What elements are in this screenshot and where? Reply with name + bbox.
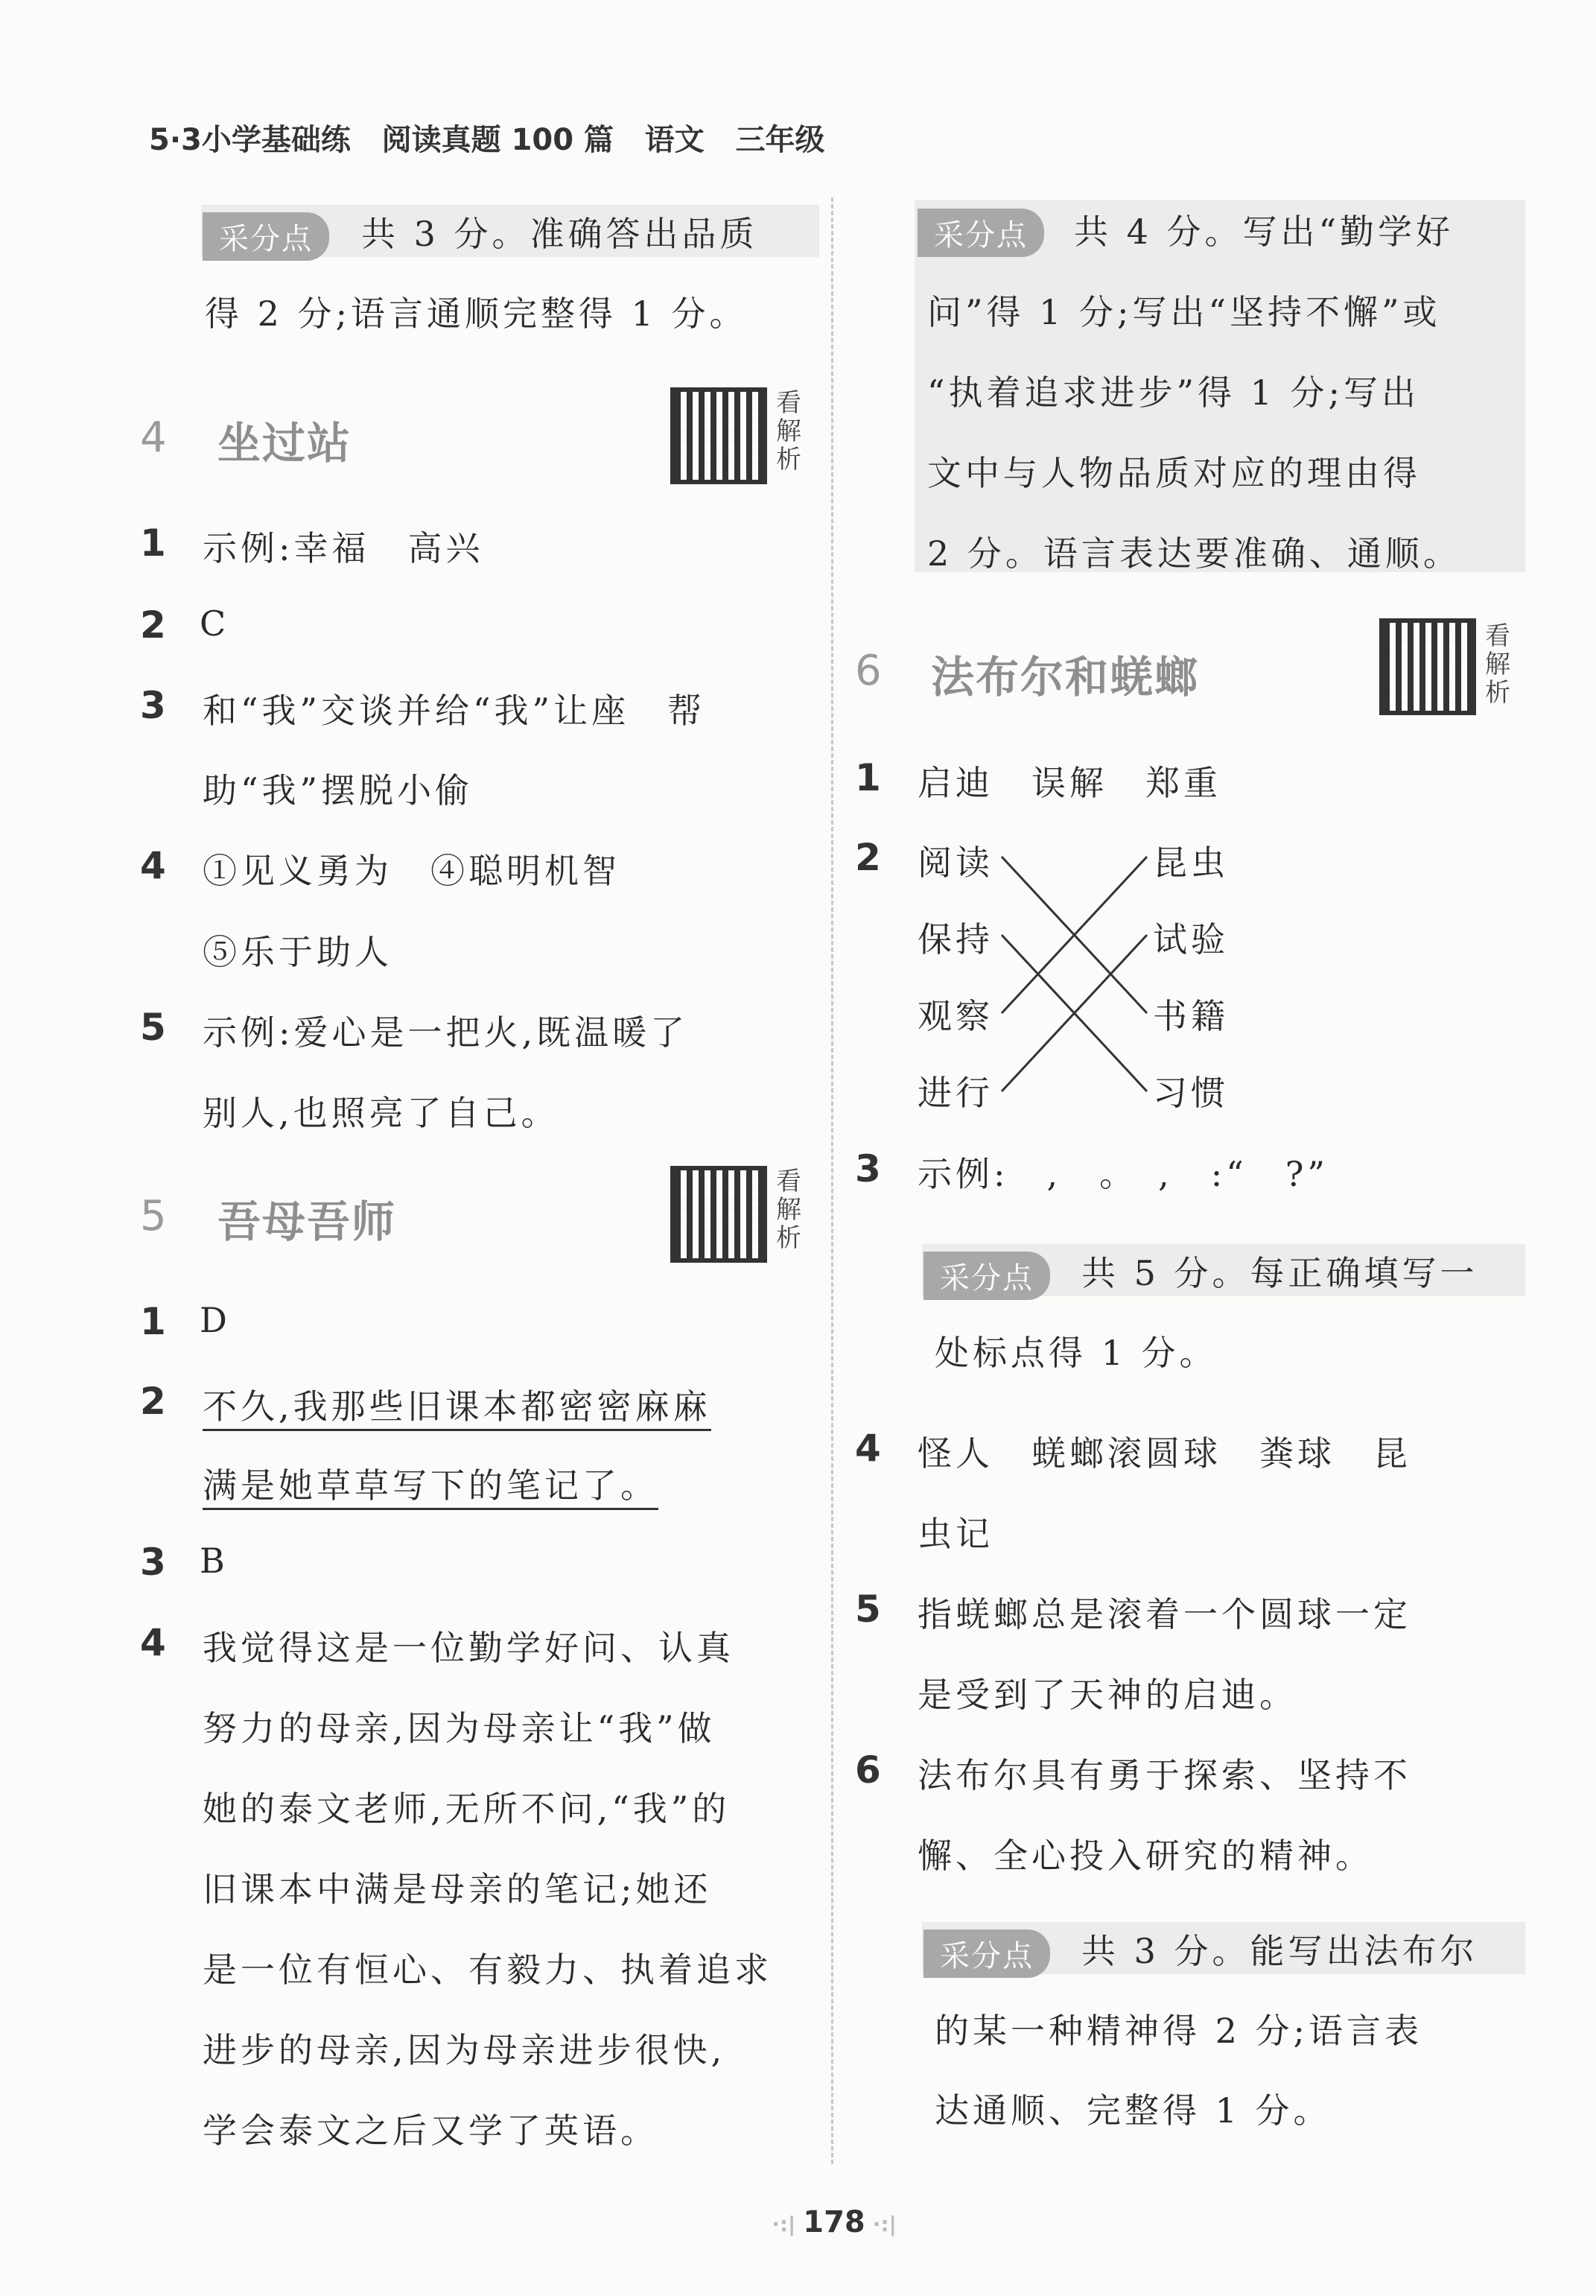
question-number: 1 [140, 521, 166, 565]
answer-text: 示例:爱心是一把火,既温暖了 [203, 1012, 689, 1053]
answer-text: B [200, 1541, 229, 1581]
answer-text: 启迪 误解 郑重 [918, 763, 1221, 803]
answer-text: 是受到了天神的启迪。 [918, 1675, 1297, 1715]
match-left-item: 观察 [918, 996, 993, 1036]
score-point-text: 问”得 1 分;写出“坚持不懈”或 [927, 292, 1441, 332]
section-number: 4 [140, 413, 167, 462]
section-number: 5 [140, 1192, 167, 1240]
question-number: 1 [140, 1300, 166, 1343]
question-number: 4 [140, 1621, 166, 1664]
answer-text: 示例: , 。 , :“ ?” [918, 1154, 1329, 1194]
match-right-item: 试验 [1153, 919, 1229, 960]
score-point-badge: 采分点 [203, 212, 329, 261]
question-number: 3 [855, 1147, 881, 1190]
qr-label: 看解析 [776, 388, 801, 475]
answer-text: 是一位有恒心、有毅力、执着追求 [203, 1950, 772, 1990]
section-title: 吾母吾师 [217, 1196, 397, 1247]
match-left-item: 进行 [918, 1073, 993, 1113]
question-number: 5 [140, 1006, 166, 1049]
page-number: ·:| 178 ·:| [760, 2205, 909, 2239]
question-number: 6 [855, 1748, 881, 1792]
question-number: 3 [140, 1541, 166, 1584]
matching-lines [998, 834, 1154, 1117]
match-right-item: 昆虫 [1153, 843, 1229, 883]
answer-text: 和“我”交谈并给“我”让座 帮 [203, 691, 706, 731]
match-right-item: 书籍 [1153, 996, 1229, 1036]
answer-text: ①见义勇为 ④聪明机智 [203, 851, 620, 891]
answer-text: 法布尔具有勇于探索、坚持不 [918, 1755, 1411, 1795]
question-number: 4 [855, 1427, 881, 1470]
score-point-text: 共 3 分。能写出法布尔 [1081, 1931, 1478, 1971]
answer-text: 示例:幸福 高兴 [203, 528, 484, 568]
section-number: 6 [855, 647, 882, 695]
answer-text: 怪人 蜣螂滚圆球 粪球 昆 [918, 1433, 1411, 1474]
answer-text: 别人,也照亮了自己。 [203, 1093, 559, 1133]
answer-text: 我觉得这是一位勤学好问、认真 [203, 1628, 734, 1668]
score-point-text: 2 分。语言表达要准确、通顺。 [927, 533, 1461, 574]
underlined-answer: 不久,我那些旧课本都密密麻麻 [203, 1380, 711, 1431]
question-number: 1 [855, 756, 881, 799]
underlined-answer: 满是她草草写下的笔记了。 [203, 1459, 658, 1510]
answer-text: 指蜣螂总是滚着一个圆球一定 [918, 1594, 1411, 1634]
question-number: 3 [140, 684, 166, 727]
answer-text: D [200, 1300, 231, 1340]
answer-text: 进步的母亲,因为母亲进步很快, [203, 2030, 726, 2070]
score-point-text: 共 3 分。准确答出品质 [361, 214, 758, 254]
qr-code-icon [1379, 618, 1476, 715]
question-number: 5 [855, 1588, 881, 1631]
answer-text: 助“我”摆脱小偷 [203, 770, 474, 811]
qr-label: 看解析 [776, 1167, 801, 1253]
grade: 三年级 [735, 123, 825, 157]
score-point-badge: 采分点 [923, 1929, 1050, 1978]
score-point-text: 文中与人物品质对应的理由得 [927, 453, 1421, 493]
answer-text: C [200, 603, 230, 644]
answer-text: 虫记 [918, 1514, 993, 1554]
score-point-text: 处标点得 1 分。 [935, 1333, 1218, 1373]
section-title: 法布尔和蜣螂 [931, 652, 1200, 703]
score-point-text: 的某一种精神得 2 分;语言表 [935, 2011, 1423, 2051]
score-point-text: 得 2 分;语言通顺完整得 1 分。 [205, 294, 748, 334]
question-number: 4 [140, 844, 166, 887]
score-point-badge: 采分点 [923, 1252, 1050, 1300]
qr-label: 看解析 [1485, 621, 1510, 708]
score-point-text: 达通顺、完整得 1 分。 [935, 2090, 1332, 2131]
column-divider [831, 197, 833, 2164]
qr-code-icon [670, 1166, 767, 1263]
score-point-text: 共 4 分。写出“勤学好 [1074, 212, 1454, 252]
score-point-text: 共 5 分。每正确填写一 [1081, 1253, 1478, 1293]
question-number: 2 [140, 1380, 166, 1423]
answer-text: 努力的母亲,因为母亲让“我”做 [203, 1708, 716, 1748]
score-point-badge: 采分点 [918, 209, 1044, 257]
answer-text: 学会泰文之后又学了英语。 [203, 2111, 658, 2151]
series-name: 5·3小学基础练 [149, 123, 351, 157]
answer-text: 旧课本中满是母亲的笔记;她还 [203, 1869, 712, 1909]
qr-code-icon [670, 387, 767, 484]
question-number: 2 [140, 603, 166, 647]
answer-text: ⑤乐于助人 [203, 932, 392, 972]
running-header [149, 116, 825, 159]
match-right-item: 习惯 [1153, 1073, 1229, 1113]
match-left-item: 保持 [918, 919, 993, 960]
answer-text: 懈、全心投入研究的精神。 [918, 1836, 1373, 1876]
section-title: 坐过站 [217, 418, 352, 469]
book-name: 阅读真题 100 篇 [381, 123, 614, 157]
match-left-item: 阅读 [918, 843, 993, 883]
answer-text: 她的泰文老师,无所不问,“我”的 [203, 1789, 731, 1829]
question-number: 2 [855, 836, 881, 879]
subject: 语文 [644, 123, 705, 157]
score-point-text: “执着追求进步”得 1 分;写出 [927, 372, 1420, 413]
